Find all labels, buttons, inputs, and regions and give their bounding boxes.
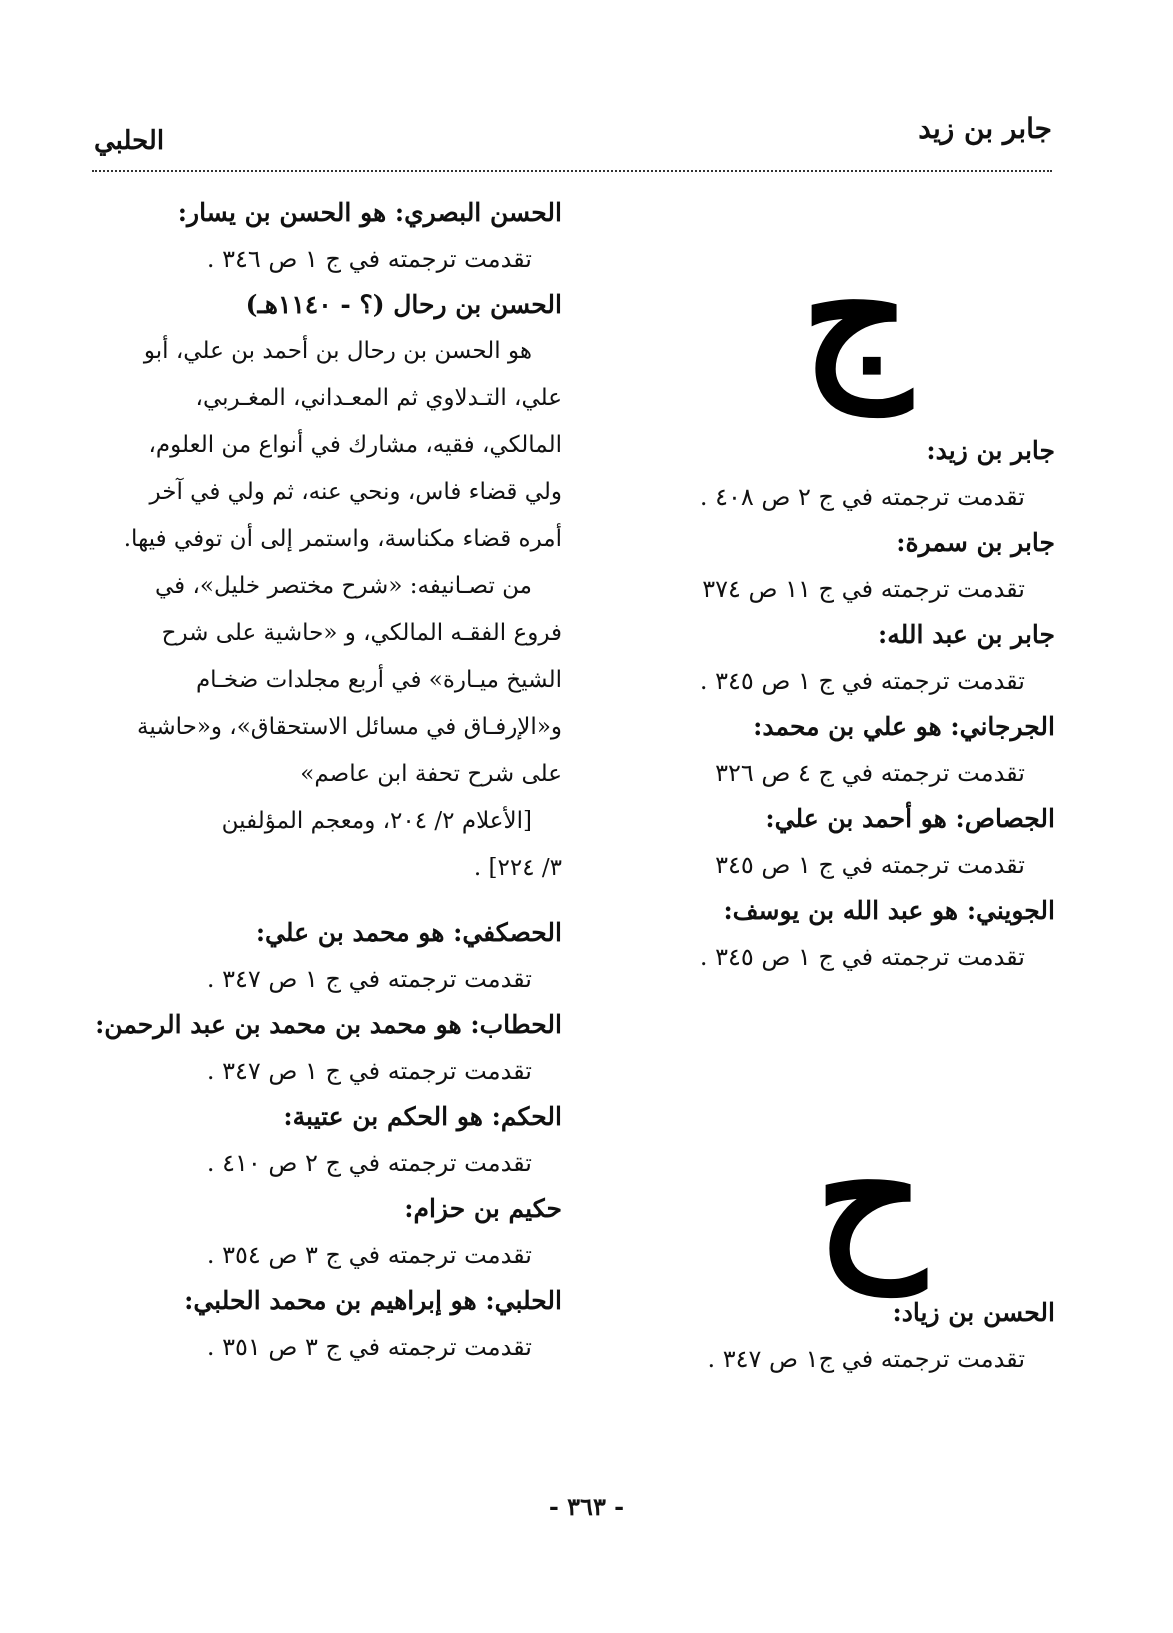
header-dotted-rule [92,170,1052,172]
entry-al-juwayni [615,888,1055,980]
biography-line: و«الإرفـاق في مسائل الاستحقاق»، و«حاشية [137,714,562,740]
entry-reference: تقدمت ترجمته في ج ٤ ص ٣٢٦ [715,759,1025,787]
biography-line: هو الحسن بن رحال بن أحمد بن علي، أبو [143,338,532,364]
entry-heading: الحصكفي: هو محمد بن علي: [255,918,562,947]
entry-heading: جابر بن عبد الله: [878,620,1055,649]
running-header [92,112,1052,162]
biography-line: علي، التـدلاوي ثم المعـداني، المغـربي، [195,385,562,411]
source-citation: ٣/ ٢٢٤] . [473,855,562,881]
page-number: - ٣٦٣ - [548,1492,625,1521]
source-citation: [الأعلام ٢/ ٢٠٤، ومعجم المؤلفين [221,808,532,834]
entry-reference: تقدمت ترجمته في ج ١١ ص ٣٧٤ [702,575,1025,603]
entry-reference: تقدمت ترجمته في ج ١ ص ٣٤٧ . [206,1057,532,1085]
entry-heading: الحسن بن زياد: [892,1298,1055,1327]
entry-reference: تقدمت ترجمته في ج ٢ ص ٤٠٨ . [699,483,1025,511]
section-letter-jeem: ج [801,215,911,415]
entry-al-hattab [92,1002,562,1094]
entry-al-halabi [92,1278,562,1370]
entry-al-hasan-ibn-rahhal [92,282,562,892]
entry-reference: تقدمت ترجمته في ج ١ ص ٣٤٥ . [699,667,1025,695]
spacer [92,892,562,910]
entry-heading: جابر بن زيد: [926,436,1055,465]
biography-line: من تصـانيفه: «شرح مختصر خليل»، في [154,573,532,599]
entry-reference: تقدمت ترجمته في ج ١ ص ٣٤٥ . [699,943,1025,971]
entry-heading: الحطاب: هو محمد بن محمد بن عبد الرحمن: [95,1010,562,1039]
entry-heading: الجويني: هو عبد الله بن يوسف: [723,896,1055,925]
right-column [615,428,1055,980]
entry-reference: تقدمت ترجمته في ج ١ ص ٣٤٥ [715,851,1025,879]
header-left-title: الحلبي [94,126,165,156]
entry-reference: تقدمت ترجمته في ج ١ ص ٣٤٧ . [206,965,532,993]
entry-heading: الحسن بن رحال (؟ - ١١٤٠هـ) [245,290,562,319]
entry-al-hasan-al-basri [92,190,562,282]
entry-al-jurjani [615,704,1055,796]
entry-al-jassas [615,796,1055,888]
entry-jabir-ibn-samura [615,520,1055,612]
entry-al-hasan-ibn-ziyad [615,1290,1055,1382]
entry-heading: الحكم: هو الحكم بن عتيبة: [283,1102,562,1131]
entry-reference: تقدمت ترجمته في ج١ ص ٣٤٧ . [707,1345,1025,1373]
entry-heading: حكيم بن حزام: [404,1194,562,1223]
entry-reference: تقدمت ترجمته في ج ٣ ص ٣٥١ . [206,1333,532,1361]
entry-jabir-ibn-zayd [615,428,1055,520]
entry-reference: تقدمت ترجمته في ج ١ ص ٣٤٦ . [206,245,532,273]
biography-line: المالكي، فقيه، مشارك في أنواع من العلوم، [148,432,562,458]
biography-line: فروع الفقـه المالكي، و «حاشية على شرح [161,620,562,646]
entry-reference: تقدمت ترجمته في ج ٣ ص ٣٥٤ . [206,1241,532,1269]
header-right-title: جابر بن زيد [918,112,1052,145]
entry-heading: الجرجاني: هو علي بن محمد: [753,712,1055,741]
section-letter-haa: ح [815,1095,925,1295]
entry-al-hakam [92,1094,562,1186]
entry-heading: جابر بن سمرة: [896,528,1055,557]
entry-jabir-ibn-abdullah [615,612,1055,704]
biography-line: على شرح تحفة ابن عاصم» [300,761,562,787]
entry-al-haskafi [92,910,562,1002]
entry-heading: الحلبي: هو إبراهيم بن محمد الحلبي: [184,1286,562,1315]
entry-heading: الحسن البصري: هو الحسن بن يسار: [177,198,562,227]
biography-line: ولي قضاء فاس، ونحي عنه، ثم ولي في آخر [149,479,562,505]
entry-heading: الجصاص: هو أحمد بن علي: [765,804,1055,833]
biography-line: الشيخ ميـارة» في أربع مجلدات ضخـام [195,667,562,693]
right-column-haa-section [615,1290,1055,1382]
biography-line: أمره قضاء مكناسة، واستمر إلى أن توفي فيها. [123,526,562,552]
entry-reference: تقدمت ترجمته في ج ٢ ص ٤١٠ . [206,1149,532,1177]
entry-hakim-ibn-hizam [92,1186,562,1278]
left-column [92,190,562,1370]
